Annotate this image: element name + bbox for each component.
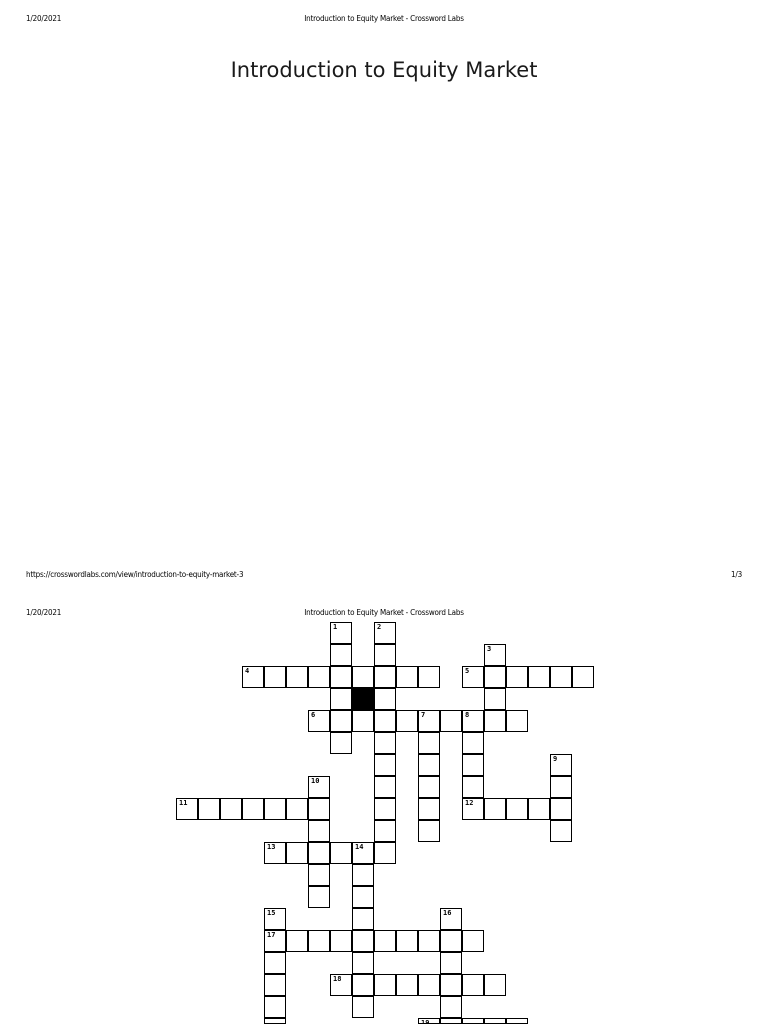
crossword-cell[interactable] — [418, 798, 440, 820]
crossword-cell[interactable] — [550, 798, 572, 820]
crossword-cell[interactable] — [484, 666, 506, 688]
clue-number: 12 — [465, 799, 474, 807]
print-date-page2: 1/20/2021 — [26, 608, 62, 617]
crossword-cell[interactable] — [176, 798, 198, 820]
crossword-cell[interactable] — [352, 996, 374, 1018]
crossword-cell[interactable] — [374, 820, 396, 842]
crossword-cell[interactable] — [506, 666, 528, 688]
clue-number: 18 — [333, 975, 342, 983]
crossword-cell[interactable] — [550, 666, 572, 688]
crossword-cell[interactable] — [462, 666, 484, 688]
crossword-cell[interactable] — [264, 952, 286, 974]
crossword-cell[interactable] — [484, 688, 506, 710]
crossword-cell[interactable] — [352, 666, 374, 688]
crossword-cell[interactable] — [374, 710, 396, 732]
crossword-cell[interactable] — [440, 710, 462, 732]
crossword-cell[interactable] — [374, 666, 396, 688]
crossword-cell[interactable] — [198, 798, 220, 820]
crossword-cell[interactable] — [308, 842, 330, 864]
crossword-cell[interactable] — [396, 930, 418, 952]
clue-number: 1 — [333, 623, 338, 631]
crossword-cell[interactable] — [330, 622, 352, 644]
crossword-cell[interactable] — [352, 710, 374, 732]
crossword-cell[interactable] — [264, 798, 286, 820]
crossword-cell[interactable] — [396, 710, 418, 732]
crossword-cell[interactable] — [330, 974, 352, 996]
crossword-cell[interactable] — [330, 666, 352, 688]
page-number: 1/3 — [731, 570, 742, 579]
crossword-cell[interactable] — [264, 666, 286, 688]
clue-number: 2 — [377, 623, 382, 631]
crossword-cell[interactable] — [374, 798, 396, 820]
print-running-title: Introduction to Equity Market - Crossword Labs — [304, 14, 464, 23]
clue-number: 19 — [421, 1019, 430, 1024]
crossword-cell[interactable] — [308, 886, 330, 908]
crossword-cell[interactable] — [418, 666, 440, 688]
crossword-cell[interactable] — [374, 754, 396, 776]
crossword-cell[interactable] — [484, 1018, 506, 1024]
crossword-cell[interactable] — [330, 688, 352, 710]
crossword-block — [352, 688, 374, 710]
crossword-cell[interactable] — [440, 930, 462, 952]
clue-number: 14 — [355, 843, 364, 851]
crossword-cell[interactable] — [352, 952, 374, 974]
crossword-cell[interactable] — [264, 1018, 286, 1024]
crossword-cell[interactable] — [484, 974, 506, 996]
crossword-cell[interactable] — [330, 710, 352, 732]
crossword-cell[interactable] — [462, 710, 484, 732]
clue-number: 7 — [421, 711, 426, 719]
crossword-cell[interactable] — [374, 974, 396, 996]
crossword-cell[interactable] — [330, 732, 352, 754]
crossword-cell[interactable] — [418, 732, 440, 754]
crossword-cell[interactable] — [308, 776, 330, 798]
clue-number: 9 — [553, 755, 558, 763]
crossword-cell[interactable] — [286, 798, 308, 820]
crossword-cell[interactable] — [572, 666, 594, 688]
clue-number: 13 — [267, 843, 276, 851]
crossword-cell[interactable] — [440, 996, 462, 1018]
crossword-cell[interactable] — [396, 974, 418, 996]
crossword-cell[interactable] — [264, 908, 286, 930]
crossword-cell[interactable] — [484, 644, 506, 666]
crossword-cell[interactable] — [220, 798, 242, 820]
crossword-cell[interactable] — [308, 864, 330, 886]
crossword-cell[interactable] — [374, 622, 396, 644]
crossword-cell[interactable] — [352, 930, 374, 952]
crossword-cell[interactable] — [242, 666, 264, 688]
crossword-cell[interactable] — [440, 908, 462, 930]
clue-number: 8 — [465, 711, 470, 719]
crossword-cell[interactable] — [374, 930, 396, 952]
crossword-cell[interactable] — [462, 974, 484, 996]
crossword-cell[interactable] — [440, 952, 462, 974]
crossword-cell[interactable] — [308, 820, 330, 842]
crossword-cell[interactable] — [352, 864, 374, 886]
clue-number: 16 — [443, 909, 452, 917]
crossword-cell[interactable] — [462, 798, 484, 820]
clue-number: 4 — [245, 667, 250, 675]
crossword-cell[interactable] — [374, 644, 396, 666]
crossword-cell[interactable] — [484, 798, 506, 820]
clue-number: 6 — [311, 711, 316, 719]
crossword-cell[interactable] — [440, 974, 462, 996]
crossword-cell[interactable] — [286, 666, 308, 688]
clue-number: 10 — [311, 777, 320, 785]
crossword-cell[interactable] — [308, 930, 330, 952]
crossword-cell[interactable] — [374, 842, 396, 864]
crossword-cell[interactable] — [462, 1018, 484, 1024]
crossword-cell[interactable] — [462, 930, 484, 952]
crossword-cell[interactable] — [550, 776, 572, 798]
crossword-cell[interactable] — [308, 666, 330, 688]
crossword-cell[interactable] — [440, 1018, 462, 1024]
crossword-cell[interactable] — [330, 644, 352, 666]
clue-number: 11 — [179, 799, 188, 807]
crossword-cell[interactable] — [286, 930, 308, 952]
crossword-cell[interactable] — [418, 776, 440, 798]
crossword-cell[interactable] — [462, 754, 484, 776]
clue-number: 3 — [487, 645, 492, 653]
crossword-cell[interactable] — [264, 974, 286, 996]
crossword-cell[interactable] — [550, 754, 572, 776]
crossword-cell[interactable] — [506, 1018, 528, 1024]
print-date: 1/20/2021 — [26, 14, 62, 23]
crossword-cell[interactable] — [374, 732, 396, 754]
print-running-title-page2: Introduction to Equity Market - Crossword Labs — [304, 608, 464, 617]
crossword-cell[interactable] — [352, 908, 374, 930]
crossword-cell[interactable] — [418, 710, 440, 732]
crossword-cell[interactable] — [506, 798, 528, 820]
crossword-cell[interactable] — [264, 842, 286, 864]
crossword-cell[interactable] — [352, 842, 374, 864]
crossword-cell[interactable] — [264, 996, 286, 1018]
clue-number: 5 — [465, 667, 470, 675]
crossword-cell[interactable] — [374, 776, 396, 798]
crossword-cell[interactable] — [418, 974, 440, 996]
crossword-cell[interactable] — [352, 974, 374, 996]
crossword-cell[interactable] — [264, 930, 286, 952]
crossword-cell[interactable] — [286, 842, 308, 864]
crossword-cell[interactable] — [418, 930, 440, 952]
crossword-cell[interactable] — [418, 1018, 440, 1024]
crossword-cell[interactable] — [396, 666, 418, 688]
crossword-cell[interactable] — [462, 732, 484, 754]
clue-number: 15 — [267, 909, 276, 917]
crossword-cell[interactable] — [308, 710, 330, 732]
crossword-cell[interactable] — [418, 754, 440, 776]
crossword-cell[interactable] — [528, 666, 550, 688]
crossword-cell[interactable] — [242, 798, 264, 820]
crossword-cell[interactable] — [528, 798, 550, 820]
clue-number: 17 — [267, 931, 276, 939]
crossword-cell[interactable] — [330, 930, 352, 952]
crossword-cell[interactable] — [352, 886, 374, 908]
crossword-cell[interactable] — [506, 710, 528, 732]
crossword-cell[interactable] — [330, 842, 352, 864]
crossword-cell[interactable] — [462, 776, 484, 798]
crossword-cell[interactable] — [550, 820, 572, 842]
crossword-cell[interactable] — [484, 710, 506, 732]
page-title: Introduction to Equity Market — [230, 58, 538, 82]
crossword-cell[interactable] — [308, 798, 330, 820]
crossword-cell[interactable] — [418, 820, 440, 842]
footer-url[interactable]: https://crosswordlabs.com/view/introduction-to-equity-market-3 — [26, 570, 244, 579]
crossword-cell[interactable] — [374, 688, 396, 710]
